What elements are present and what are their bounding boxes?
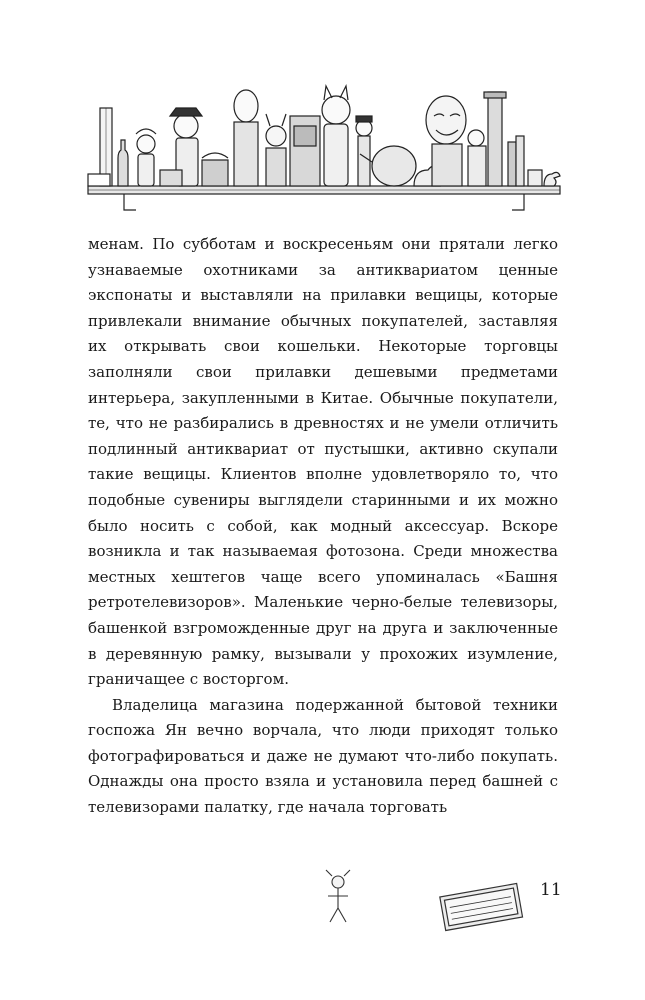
ticket-ornament (436, 878, 526, 934)
page-number: 11 (540, 880, 562, 900)
body-text (88, 232, 558, 821)
doll-ornament (316, 868, 360, 926)
paragraph: менам. По субботам и воскресеньям они прятали легко узнаваемые охотниками за антиквариатом ценные экспонаты и выставляли на прилавки вещицы, которые привлекали внимание обычных покупателей, заставляя их открывать свои кошельки. Некоторые торговцы заполняли свои прилавки дешевыми предметами интерьера, закупленными в Китае. Обычные покупатели, те, что не разбирались в древностях и не умели отличить подлинный антиквариат от пустышки, активно скупали такие вещицы. Клиентов вполне удовлетворяло то, что подобные сувениры выглядели старинными и их можно было носить с собой, как модный аксессуар. Вскоре возникла и так называемая фотозона. Среди множества местных хештегов чаще всего упоминалась «Башня ретротелевизоров». Маленькие черно-белые телевизоры, башенкой взгроможденные друг на друга и заключенные в деревянную рамку, вызывали у прохожих изумление, граничащее с восторгом. (88, 235, 558, 689)
paragraph: Владелица магазина подержанной бытовой техники госпожа Ян вечно ворчала, что люди приходят только фотографироваться и даже не думают что-либо покупать. Однажды она просто взяла и установила перед башней с телевизорами палатку, где начала торговать (88, 695, 558, 817)
shelf-illustration (84, 78, 564, 218)
